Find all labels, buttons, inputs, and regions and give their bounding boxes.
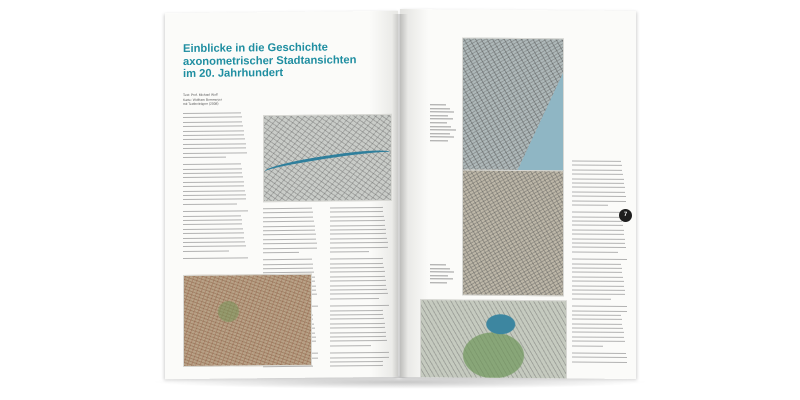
text-line <box>330 220 385 222</box>
caption-line <box>430 119 453 120</box>
text-line <box>330 323 385 325</box>
text-line <box>183 168 242 170</box>
text-line <box>572 323 622 324</box>
text-line <box>183 219 242 221</box>
text-line <box>263 252 299 253</box>
text-line <box>572 336 624 337</box>
text-line <box>330 345 371 346</box>
caption-line <box>430 279 453 280</box>
text-line <box>330 293 388 295</box>
text-line <box>183 237 244 239</box>
text-line <box>572 306 627 307</box>
text-line <box>572 272 622 273</box>
caption-line <box>430 268 450 269</box>
text-line <box>330 314 383 316</box>
text-line <box>183 233 244 235</box>
image-caption-1 <box>430 104 456 144</box>
text-line <box>183 121 242 123</box>
title-line-2: axonometrischer Stadtansichten <box>183 53 357 68</box>
text-line <box>330 298 379 300</box>
text-line <box>330 258 383 260</box>
text-line <box>183 257 248 259</box>
text-line <box>183 134 244 136</box>
text-line <box>263 208 312 210</box>
text-line <box>572 247 626 248</box>
caption-line <box>430 140 448 141</box>
byline-line-2: Karte: Wolfram Bornmeyer <box>183 97 222 102</box>
text-line <box>330 211 383 213</box>
text-line <box>183 203 237 205</box>
text-line <box>572 298 611 299</box>
text-line <box>330 216 384 218</box>
text-line <box>572 174 623 175</box>
text-line <box>572 216 622 217</box>
text-line <box>330 238 387 240</box>
text-line <box>263 230 315 232</box>
text-line <box>572 169 622 170</box>
text-line <box>330 356 389 358</box>
caption-line <box>430 137 454 138</box>
text-line <box>183 156 226 157</box>
byline-line-3: mit Textbeiträgen (2008) <box>183 101 219 107</box>
text-line <box>572 328 623 329</box>
new-york-map-image-2 <box>462 170 564 297</box>
caption-line <box>430 108 450 109</box>
body-text-column-3 <box>330 207 390 378</box>
article-byline <box>183 92 313 107</box>
text-line <box>183 172 242 174</box>
title-line-1: Einblicke in die Geschichte <box>183 41 328 56</box>
byline-line-1: Text: Prof. Michael Wolf <box>183 92 218 98</box>
text-line <box>330 340 387 342</box>
text-line <box>263 247 317 249</box>
page-number-badge: 7 <box>619 209 632 222</box>
text-line <box>572 251 618 252</box>
text-line <box>572 229 624 230</box>
body-text-column-right <box>572 160 628 375</box>
text-line <box>572 319 622 320</box>
caption-line <box>430 264 446 265</box>
spine-gutter <box>392 14 408 378</box>
text-line <box>263 216 313 218</box>
text-line <box>572 310 627 311</box>
text-line <box>263 221 314 223</box>
text-line <box>572 267 622 268</box>
text-line <box>330 305 389 307</box>
text-line <box>183 181 244 183</box>
caption-line <box>430 129 456 130</box>
text-line <box>183 211 248 213</box>
text-line <box>263 263 313 265</box>
text-line <box>263 234 316 236</box>
paris-river <box>264 146 392 178</box>
text-line <box>263 366 313 368</box>
text-line <box>572 204 608 205</box>
caption-line <box>430 271 454 272</box>
text-line <box>183 215 241 217</box>
caption-line <box>430 282 447 283</box>
text-line <box>183 143 246 145</box>
text-line <box>572 187 625 188</box>
body-text-column-1 <box>183 112 249 268</box>
text-line <box>183 250 229 251</box>
new-york-map-image-1 <box>462 38 564 181</box>
text-line <box>330 310 383 312</box>
text-line <box>330 263 383 265</box>
text-line <box>183 224 242 226</box>
text-line <box>183 152 247 154</box>
article-title <box>183 41 393 81</box>
text-line <box>330 318 384 320</box>
image-caption-2 <box>430 264 456 286</box>
text-line <box>183 139 245 141</box>
text-line <box>183 199 246 201</box>
text-line <box>183 241 245 243</box>
text-line <box>183 147 246 149</box>
text-line <box>263 268 313 270</box>
text-line <box>572 276 623 277</box>
paris-map-image <box>263 114 392 202</box>
text-line <box>183 112 241 114</box>
text-line <box>330 336 386 338</box>
text-line <box>330 271 385 273</box>
text-line <box>572 196 626 197</box>
text-line <box>330 224 385 226</box>
text-line <box>330 246 388 248</box>
text-line <box>263 243 317 245</box>
text-line <box>183 164 241 166</box>
text-line <box>572 294 625 295</box>
text-line <box>572 281 624 282</box>
text-line <box>330 327 385 329</box>
text-line <box>183 246 246 248</box>
caption-line <box>430 275 448 276</box>
text-line <box>330 361 383 363</box>
caption-line <box>430 104 446 105</box>
text-line <box>330 289 387 291</box>
text-line <box>330 285 386 287</box>
text-line <box>183 190 245 192</box>
text-line <box>330 229 386 231</box>
london-map-image <box>183 274 312 367</box>
text-line <box>572 225 623 226</box>
text-line <box>572 332 624 333</box>
text-line <box>330 276 385 278</box>
text-line <box>572 165 622 166</box>
text-line <box>572 212 621 213</box>
caption-line <box>430 111 454 112</box>
text-line <box>572 361 627 362</box>
caption-line <box>430 122 447 123</box>
text-line <box>572 238 625 239</box>
text-line <box>330 251 369 252</box>
caption-line <box>430 126 451 127</box>
text-line <box>183 177 243 179</box>
caption-line <box>430 115 448 116</box>
text-line <box>572 263 621 264</box>
text-line <box>263 259 312 261</box>
text-line <box>572 352 626 353</box>
text-line <box>183 130 244 132</box>
text-line <box>183 194 246 196</box>
text-line <box>572 160 621 161</box>
caption-line <box>430 133 450 134</box>
text-line <box>572 243 625 244</box>
text-line <box>572 285 624 286</box>
text-line <box>572 178 624 179</box>
right-page <box>400 9 636 379</box>
text-line <box>183 126 243 128</box>
text-line <box>572 191 625 192</box>
text-line <box>330 233 386 235</box>
title-line-3: im 20. Jahrhundert <box>183 66 284 81</box>
text-line <box>572 200 626 201</box>
text-line <box>572 357 627 358</box>
text-line <box>572 341 625 342</box>
text-line <box>330 352 389 354</box>
text-line <box>183 228 243 230</box>
text-line <box>572 289 625 290</box>
new-york-map-image-3 <box>420 299 567 379</box>
text-line <box>572 182 624 183</box>
text-line <box>330 207 383 209</box>
text-line <box>572 345 603 346</box>
text-line <box>263 225 315 227</box>
text-line <box>330 331 386 333</box>
text-line <box>572 234 624 235</box>
text-line <box>572 221 622 222</box>
text-line <box>330 280 386 282</box>
text-line <box>183 186 244 188</box>
text-line <box>183 117 242 119</box>
text-line <box>572 259 627 260</box>
left-page <box>165 11 398 379</box>
text-line <box>330 242 388 244</box>
text-line <box>263 212 313 214</box>
text-line <box>330 267 384 269</box>
text-line <box>263 238 316 240</box>
text-line <box>572 314 621 315</box>
text-line <box>330 365 383 367</box>
